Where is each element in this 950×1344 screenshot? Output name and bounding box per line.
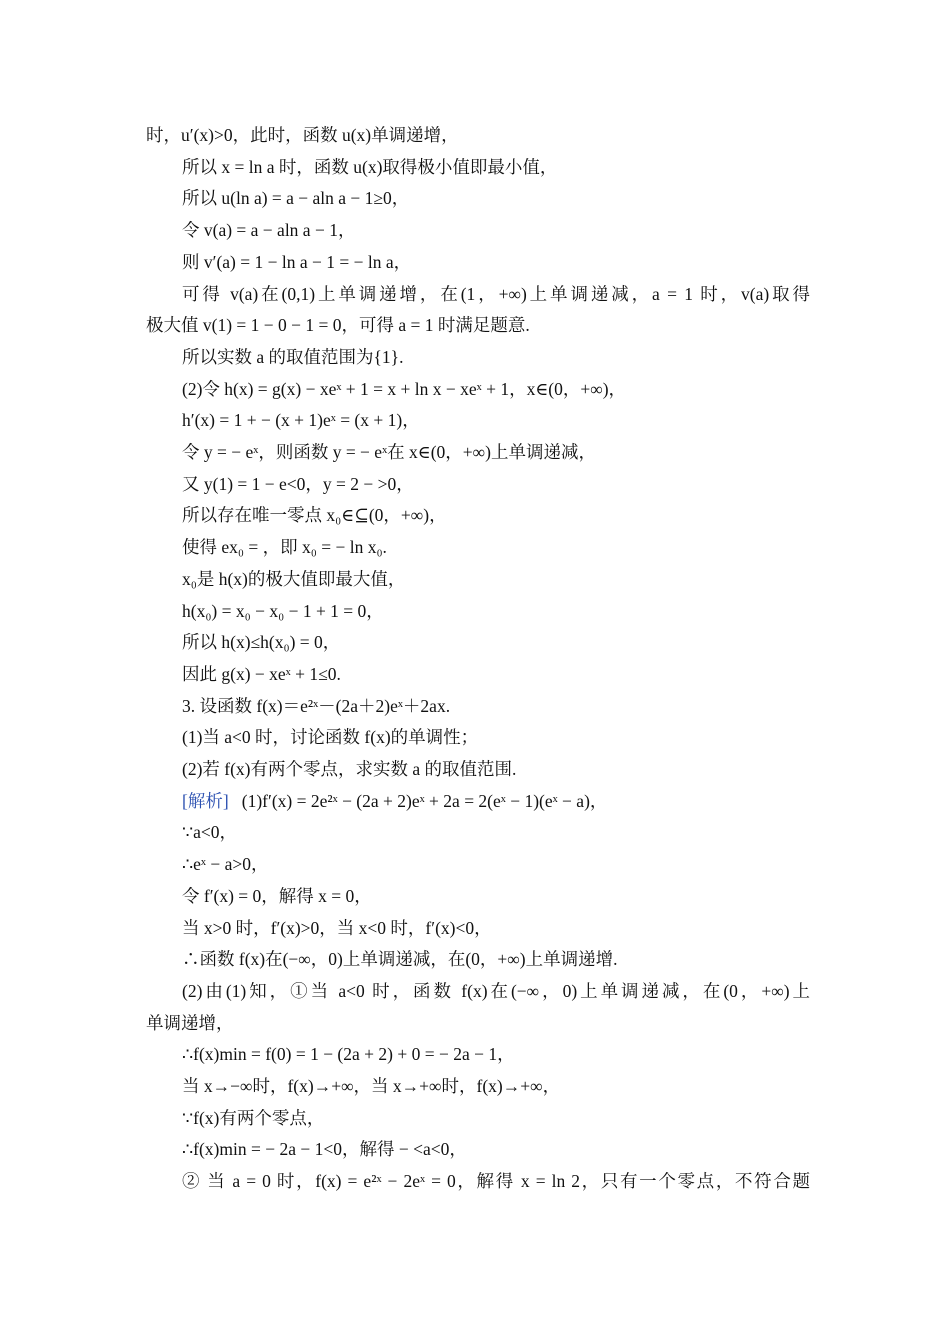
text-line <box>182 472 810 496</box>
line-text: 所以存在唯一零点 x₀∈⊆(0，+∞)， <box>182 505 447 526</box>
line-text: 使得 ex₀ = ，即 x₀ = − ln x₀. <box>182 537 387 558</box>
line-text: 令 y = − eˣ，则函数 y = − eˣ在 x∈(0，+∞)上单调递减， <box>182 442 596 462</box>
line-text: 时，u′(x)>0，此时，函数 u(x)单调递增， <box>146 125 459 145</box>
line-text: 则 v′(a) = 1 − ln a − 1 = − ln a， <box>182 251 412 272</box>
text-line <box>182 186 810 210</box>
text-line <box>182 1074 810 1098</box>
text-line <box>182 789 810 813</box>
text-line <box>182 408 810 432</box>
text-line <box>182 503 810 527</box>
line-text: (2)由(1)知，①当 a<0 时，函数 f(x)在(−∞，0)上单调递减，在(0，+∞)上 <box>182 980 810 1001</box>
line-text: ∴f(x)min = − 2a − 1<0，解得 − <a<0， <box>182 1139 467 1160</box>
text-line <box>182 535 810 559</box>
text-line <box>182 694 810 718</box>
text-line <box>182 757 810 781</box>
line-text: (1)f′(x) = 2e²ˣ − (2a + 2)eˣ + 2a = 2(eˣ − 1)(eˣ − a)， <box>241 790 608 811</box>
text-line <box>182 345 810 369</box>
line-text: 令 f′(x) = 0，解得 x = 0， <box>182 885 372 906</box>
line-text: 当 x>0 时，f′(x)>0，当 x<0 时，f′(x)<0， <box>182 917 492 938</box>
line-text: 所以 h(x)≤h(x₀) = 0， <box>182 632 341 653</box>
analysis-tag: [解析] <box>182 790 229 811</box>
line-text: ∵f(x)有两个零点， <box>182 1107 325 1128</box>
text-line <box>182 1042 810 1066</box>
text-line <box>182 884 810 908</box>
line-text: ∴eˣ − a>0， <box>182 854 269 875</box>
text-line <box>182 916 810 940</box>
line-text: ∴函数 f(x)在(−∞，0)上单调递减，在(0，+∞)上单调递增. <box>182 949 618 970</box>
line-text: 可得 v(a)在(0,1)上单调递增，在(1，+∞)上单调递减，a = 1 时，v(a)取得 <box>182 283 810 304</box>
text-line <box>146 123 810 147</box>
text-line <box>182 979 810 1003</box>
line-text: (2)令 h(x) = g(x) − xeˣ + 1 = x + ln x − xeˣ + 1，x∈(0，+∞)， <box>182 378 627 399</box>
line-text: 单调递增， <box>146 1012 234 1033</box>
text-line <box>182 1137 810 1161</box>
text-line <box>182 725 810 749</box>
text-line <box>182 1169 810 1193</box>
line-text: 所以实数 a 的取值范围为{1}. <box>182 346 404 367</box>
line-text: h(x₀) = x₀ − x₀ − 1 + 1 = 0， <box>182 600 384 621</box>
text-line <box>182 377 810 401</box>
text-line <box>182 599 810 623</box>
line-text: ② 当 a = 0 时，f(x) = e²ˣ − 2eˣ = 0，解得 x = ln 2，只有一个零点，不符合题 <box>182 1171 810 1192</box>
line-text: x₀是 h(x)的极大值即最大值， <box>182 568 406 589</box>
line-text: 因此 g(x) − xeˣ + 1≤0. <box>182 663 341 684</box>
text-line <box>182 662 810 686</box>
line-text: 所以 x = ln a 时，函数 u(x)取得极小值即最小值， <box>182 156 558 177</box>
text-line <box>182 1106 810 1130</box>
text-line <box>182 250 810 274</box>
line-text: 3. 设函数 f(x)＝e²ˣ－(2a＋2)eˣ＋2ax. <box>182 695 451 716</box>
text-line <box>182 630 810 654</box>
line-text: 所以 u(ln a) = a − aln a − 1≥0， <box>182 188 410 209</box>
text-line <box>182 282 810 306</box>
line-text: 极大值 v(1) = 1 − 0 − 1 = 0，可得 a = 1 时满足题意. <box>146 315 530 336</box>
text-line <box>146 313 810 337</box>
line-text: (1)当 a<0 时，讨论函数 f(x)的单调性； <box>182 727 479 748</box>
text-line <box>182 820 810 844</box>
line-text: (2)若 f(x)有两个零点，求实数 a 的取值范围. <box>182 759 517 779</box>
line-text: ∴f(x)min = f(0) = 1 − (2a + 2) + 0 = − 2a − 1， <box>182 1044 515 1065</box>
line-text: 又 y(1) = 1 − e<0，y = 2 − >0， <box>182 473 414 494</box>
text-line <box>182 852 810 876</box>
line-text: 令 v(a) = a − aln a − 1， <box>182 220 356 241</box>
text-line <box>182 947 810 971</box>
line-text: h′(x) = 1 + − (x + 1)eˣ = (x + 1)， <box>182 410 420 431</box>
text-line <box>182 155 810 179</box>
text-line <box>182 218 810 242</box>
text-line <box>146 1011 810 1035</box>
line-text: ∵a<0， <box>182 822 238 843</box>
text-line <box>182 440 810 464</box>
text-line <box>182 567 810 591</box>
line-text: 当 x→−∞时，f(x)→+∞，当 x→+∞时，f(x)→+∞， <box>182 1076 561 1096</box>
